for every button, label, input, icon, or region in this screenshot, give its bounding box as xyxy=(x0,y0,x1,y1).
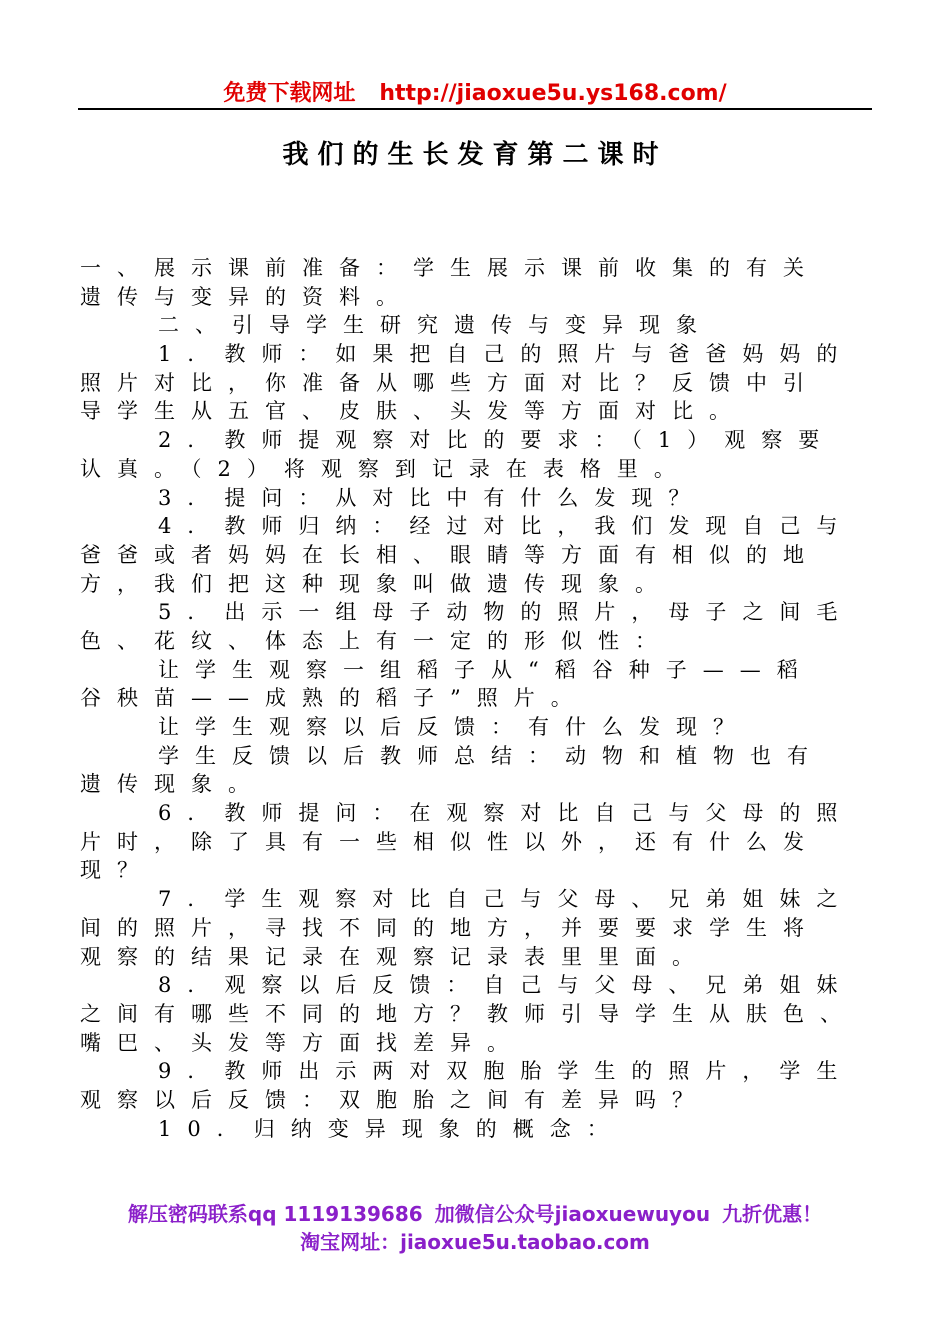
body-line: 遗传现象。 xyxy=(80,772,265,797)
body-line: 1．教师：如果把自己的照片与爸爸妈妈的 xyxy=(158,342,854,367)
footer-wechat: 加微信公众号jiaoxuewuyou xyxy=(434,1202,711,1226)
download-url-link[interactable]: http://jiaoxue5u.ys168.com/ xyxy=(379,81,727,106)
page-title: 我们的生长发育第二课时 xyxy=(282,140,668,170)
body-line: 让学生观察一组稻子从“稻谷种子——稻 xyxy=(158,657,814,682)
footer-discount: 九折优惠！ xyxy=(722,1202,823,1226)
body-line: 让学生观察以后反馈：有什么发现？ xyxy=(158,715,750,739)
body-line: 照片对比，你准备从哪些方面对比？反馈中引 xyxy=(80,370,820,395)
download-header xyxy=(0,76,950,107)
body-line: 观察的结果记录在观察记录表里里面。 xyxy=(80,944,709,969)
body-line: 二、引导学生研究遗传与变异现象 xyxy=(158,313,713,338)
body-line: 9．教师出示两对双胞胎学生的照片，学生 xyxy=(158,1059,854,1084)
body-line: 认真。（2）将观察到记录在表格里。 xyxy=(80,456,691,481)
body-line: 4．教师归纳：经过对比，我们发现自己与 xyxy=(158,514,854,539)
body-line: 2．教师提观察对比的要求：（1）观察要 xyxy=(158,428,836,453)
download-label: 免费下载网址 xyxy=(223,81,356,106)
body-line: 现？ xyxy=(80,858,154,883)
body-line: 7．学生观察对比自己与父母、兄弟姐妹之 xyxy=(158,887,854,912)
body-line: 3．提问：从对比中有什么发现？ xyxy=(158,485,706,510)
body-line: 学生反馈以后教师总结：动物和植物也有 xyxy=(158,743,824,768)
body-line: 间的照片，寻找不同的地方，并要要求学生将 xyxy=(80,915,820,940)
header-divider xyxy=(78,108,872,110)
body-line: 观察以后反馈：双胞胎之间有差异吗？ xyxy=(80,1087,709,1112)
footer-qq: 解压密码联系qq 1119139686 xyxy=(127,1202,423,1226)
body-line: 一、展示课前准备：学生展示课前收集的有关 xyxy=(80,256,820,280)
footer-shop-link[interactable]: 淘宝网址：jiaoxue5u.taobao.com xyxy=(300,1230,650,1254)
body-line: 嘴巴、头发等方面找差异。 xyxy=(80,1030,524,1055)
footer-contact-line xyxy=(0,1198,950,1227)
body-line: 谷秧苗——成熟的稻子”照片。 xyxy=(80,686,588,711)
body-line: 片时，除了具有一些相似性以外，还有什么发 xyxy=(80,829,820,854)
body-line: 爸爸或者妈妈在长相、眼睛等方面有相似的地 xyxy=(80,542,820,567)
lesson-body xyxy=(80,254,870,1143)
body-line: 导学生从五官、皮肤、头发等方面对比。 xyxy=(80,399,746,424)
body-line: 10．归纳变异现象的概念： xyxy=(158,1116,624,1141)
body-line: 色、花纹、体态上有一定的形似性： xyxy=(80,628,672,653)
body-line: 8．观察以后反馈：自己与父母、兄弟姐妹 xyxy=(158,973,854,998)
body-line: 5．出示一组母子动物的照片，母子之间毛 xyxy=(158,600,854,625)
body-line: 遗传与变异的资料。 xyxy=(80,284,413,309)
body-line: 6．教师提问：在观察对比自己与父母的照 xyxy=(158,801,854,826)
body-line: 之间有哪些不同的地方？教师引导学生从肤色、 xyxy=(80,1001,857,1026)
body-line: 方，我们把这种现象叫做遗传现象。 xyxy=(80,571,672,596)
